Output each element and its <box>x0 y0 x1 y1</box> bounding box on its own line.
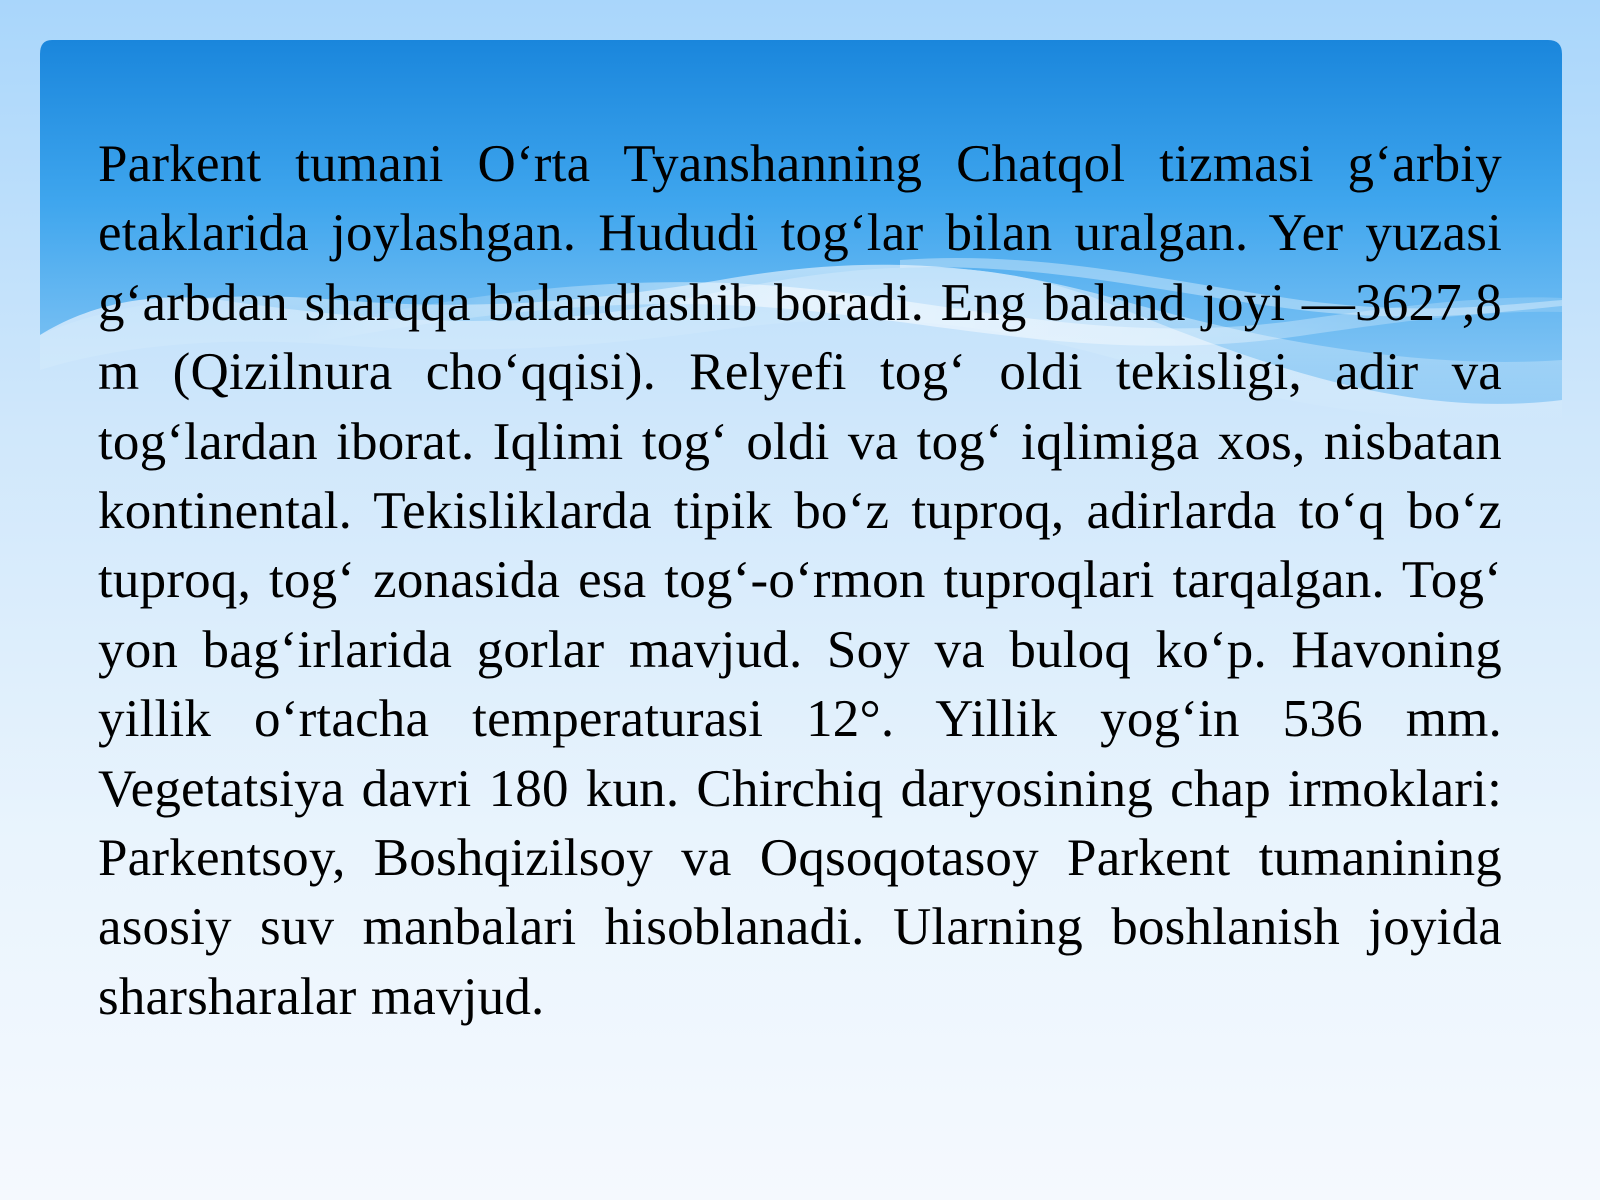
slide-body-text: Parkent tumani O‘rta Tyanshanning Chatqol tizmasi g‘arbiy etaklarida joylashgan. Hududi tog‘lar bilan uralgan. Yer yuzasi g‘arbdan sharqqa balandlashib boradi. Eng baland joyi —3627,8 m (Qizilnura cho‘qqisi). Relyefi tog‘ oldi tekisligi, adir va tog‘lardan iborat. Iqlimi tog‘ oldi va tog‘ iqlimiga xos, nisbatan kontinental. Tekisliklarda tipik bo‘z tuproq, adirlarda to‘q bo‘z tuproq, tog‘ zonasida esa tog‘-o‘rmon tuproqlari tarqalgan. Tog‘ yon bag‘irlarida gorlar mavjud. Soy va buloq ko‘p. Havoning yillik o‘rtacha temperaturasi 12°. Yillik yog‘in 536 mm. Vegetatsiya davri 180 kun. Chirchiq daryosining chap irmoklari: Parkentsoy, Boshqizilsoy va Oqsoqotasoy Parkent tumanining asosiy suv manbalari hisoblanadi. Ularning boshlanish joyida sharsharalar mavjud. <box>98 135 1502 1026</box>
content-text-box <box>98 130 1502 1110</box>
